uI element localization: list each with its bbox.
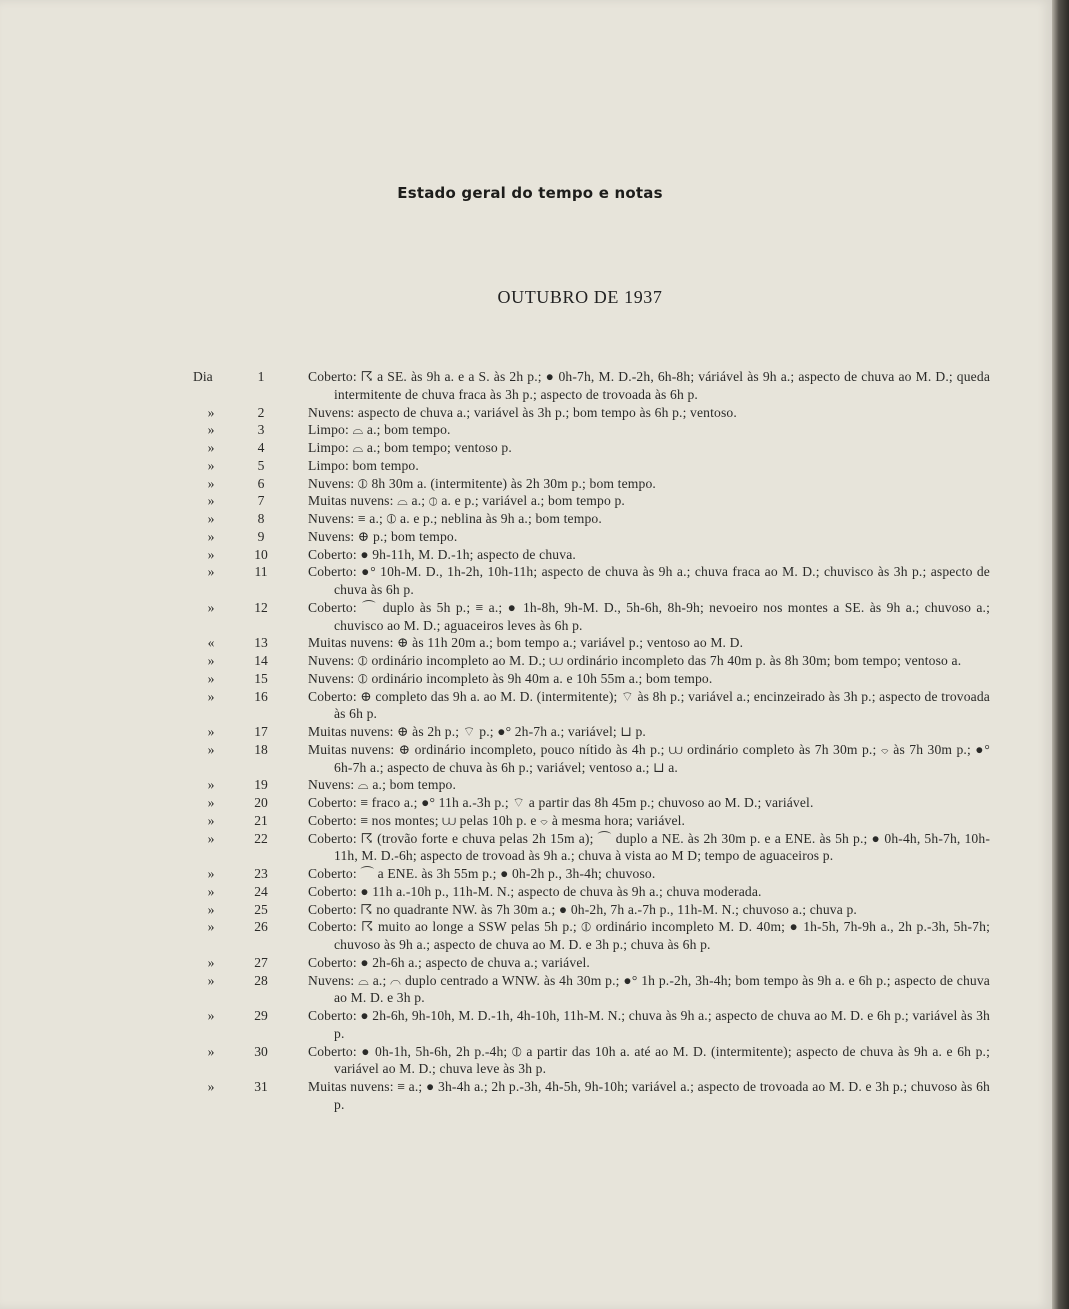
ditto-mark: » <box>207 493 215 509</box>
ditto-mark: » <box>207 546 215 562</box>
ditto-mark: » <box>207 901 215 917</box>
day-entry <box>0 368 1052 404</box>
ditto-mark: » <box>207 457 215 473</box>
day-number: 13 <box>254 635 268 651</box>
day-number: 16 <box>254 688 268 704</box>
day-description: Nuvens: ⊕ p.; bom tempo. <box>308 528 458 544</box>
day-number: 8 <box>257 511 265 526</box>
ditto-mark: » <box>207 866 215 881</box>
day-entry <box>0 634 1052 652</box>
day-number: 5 <box>257 457 265 473</box>
day-entry <box>0 492 1052 510</box>
day-entry <box>0 652 1052 670</box>
ditto-mark: » <box>207 670 215 686</box>
day-entry <box>0 528 1052 546</box>
ditto-mark: » <box>207 440 215 455</box>
ditto-mark: » <box>207 404 215 420</box>
day-description: Coberto: ☈ muito ao longe a SSW pelas 5h p.; ⦶ ordinário incompleto M. D. 40m; ● 1h-5h, 7h-9h a., 2h p.-3h, 5h-7h; chuvoso às 9h a.; aspecto de chuva ao M. D. e 3h p.; chuva às 6h p. <box>308 919 990 952</box>
day-number: 24 <box>254 883 268 899</box>
day-entry <box>0 439 1052 457</box>
day-number: 4 <box>257 440 265 455</box>
day-number: 18 <box>254 741 268 757</box>
page-title: Estado geral do tempo e notas <box>397 184 663 202</box>
ditto-mark: » <box>207 1043 215 1059</box>
ditto-mark: » <box>207 564 215 580</box>
day-description: Coberto: ⌒ a ENE. às 3h 55m p.; ● 0h-2h p., 3h-4h; chuvoso. <box>308 866 656 881</box>
month-heading: OUTUBRO DE 1937 <box>497 287 663 307</box>
day-entry <box>0 421 1052 439</box>
day-number: 19 <box>254 777 268 793</box>
day-description: Coberto: ≡ fraco a.; ●° 11h a.-3h p.; ⌔ a partir das 8h 45m p.; chuvoso ao M. D.; variável. <box>308 795 814 810</box>
day-description: Coberto: ⌒ duplo às 5h p.; ≡ a.; ● 1h-8h, 9h-M. D., 5h-6h, 8h-9h; nevoeiro nos montes a SE. às 9h a.; chuvoso a.; chuvisco ao M. D.; aguaceiros leves às 6h p. <box>308 599 990 633</box>
day-number: 17 <box>254 724 268 739</box>
ditto-mark: « <box>207 635 215 651</box>
ditto-mark: » <box>207 422 215 438</box>
day-description: Coberto: ≡ nos montes; ⩊ pelas 10h p. e ⌔ à mesma hora; variável. <box>308 812 686 828</box>
day-description: Muitas nuvens: ⊕ ordinário incompleto, pouco nítido às 4h p.; ⩊ ordinário completo às 7h 30m p.; ⌔ às 7h 30m p.; ●° 6h-7h a.; aspecto de chuva às 6h p.; variável; ventoso a.; ⊔ a. <box>308 741 990 775</box>
day-number: 7 <box>257 493 265 509</box>
day-description: Coberto: ⊕ completo das 9h a. ao M. D. (intermitente); ⌔ às 8h p.; variável a.; encinzeirado às 3h p.; aspecto de trovoada às 6h p. <box>308 688 990 722</box>
day-description: Coberto: ● 9h-11h, M. D.-1h; aspecto de chuva. <box>308 546 576 562</box>
ditto-mark: » <box>207 1079 215 1094</box>
ditto-mark: » <box>207 795 215 810</box>
ditto-mark: » <box>207 653 215 668</box>
day-number: 26 <box>254 919 268 935</box>
ditto-mark: » <box>207 599 215 615</box>
day-entry <box>0 599 1052 635</box>
day-number: 11 <box>254 564 268 580</box>
ditto-mark: » <box>207 972 215 988</box>
day-number: 12 <box>254 599 268 615</box>
day-description: Coberto: ● 11h a.-10h p., 11h-M. N.; aspecto de chuva às 9h a.; chuva moderada. <box>308 883 762 899</box>
day-number: 2 <box>257 404 265 420</box>
day-entry <box>0 972 1052 1008</box>
day-number: 1 <box>257 369 265 384</box>
ditto-mark: » <box>207 511 215 526</box>
day-number: 25 <box>254 901 268 917</box>
ditto-mark: » <box>207 919 215 935</box>
day-description: Nuvens: ≡ a.; ⦶ a. e p.; neblina às 9h a.; bom tempo. <box>308 511 602 526</box>
day-label: Dia <box>193 369 213 384</box>
day-entry <box>0 1007 1052 1043</box>
ditto-mark: » <box>207 812 215 828</box>
day-entry <box>0 404 1052 422</box>
day-entry <box>0 830 1052 866</box>
day-entry <box>0 812 1052 830</box>
day-description: Nuvens: ⌓ a.; bom tempo. <box>308 777 457 793</box>
day-number: 28 <box>254 972 268 988</box>
day-number: 9 <box>257 528 265 544</box>
day-entry <box>0 475 1052 493</box>
day-description: Coberto: ☈ (trovão forte e chuva pelas 2h 15m a); ⌒ duplo a NE. às 2h 30m p. e a ENE. às 5h p.; ● 0h-4h, 5h-7h, 10h-11h, M. D.-6h; aspecto de trovoad às 9h a.; chuva à vista ao M D; tempo de aguaceiros p. <box>308 830 990 864</box>
day-description: Limpo: ⌓ a.; bom tempo; ventoso p. <box>308 440 512 455</box>
ditto-mark: » <box>207 528 215 544</box>
day-entry <box>0 741 1052 777</box>
day-number: 31 <box>254 1079 268 1094</box>
ditto-mark: » <box>207 954 215 970</box>
day-number: 22 <box>254 830 268 846</box>
day-description: Nuvens: ⦶ 8h 30m a. (intermitente) às 2h 30m p.; bom tempo. <box>308 475 656 491</box>
day-entry <box>0 883 1052 901</box>
day-entry <box>0 723 1052 741</box>
day-number: 21 <box>254 812 268 828</box>
day-entry <box>0 563 1052 599</box>
day-description: Nuvens: ⦶ ordinário incompleto ao M. D.; ⩊ ordinário incompleto das 7h 40m p. às 8h 30m; bom tempo; ventoso a. <box>308 653 962 668</box>
day-entry <box>0 776 1052 794</box>
day-entry <box>0 954 1052 972</box>
ditto-mark: » <box>207 688 215 704</box>
ditto-mark: » <box>207 724 215 739</box>
day-number: 29 <box>254 1008 268 1023</box>
day-description: Muitas nuvens: ⊕ às 2h p.; ⌔ p.; ●° 2h-7h a.; variável; ⊔ p. <box>308 724 646 739</box>
ditto-mark: » <box>207 883 215 899</box>
day-entry <box>0 794 1052 812</box>
day-description: Coberto: ☈ no quadrante NW. às 7h 30m a.; ● 0h-2h, 7h a.-7h p., 11h-M. N.; chuvoso a.; chuva p. <box>308 901 857 917</box>
book-binding-edge <box>1052 0 1069 1309</box>
day-number: 6 <box>257 475 265 491</box>
day-description: Muitas nuvens: ⌓ a.; ⦶ a. e p.; variável a.; bom tempo p. <box>308 493 625 509</box>
day-number: 27 <box>254 954 268 970</box>
day-description: Coberto: ● 2h-6h, 9h-10h, M. D.-1h, 4h-10h, 11h-M. N.; chuva às 9h a.; aspecto de chuva ao M. D. e 6h p.; variável às 3h p. <box>308 1008 990 1041</box>
day-entry <box>0 546 1052 564</box>
weather-entries <box>0 368 1052 1114</box>
ditto-mark: » <box>207 1008 215 1023</box>
day-description: Limpo: bom tempo. <box>308 457 419 473</box>
day-entry <box>0 1043 1052 1079</box>
day-entry <box>0 918 1052 954</box>
day-description: Nuvens: aspecto de chuva a.; variável às 3h p.; bom tempo às 6h p.; ventoso. <box>308 404 737 420</box>
day-description: Nuvens: ⌓ a.; ⌒ duplo centrado a WNW. às 4h 30m p.; ●° 1h p.-2h, 3h-4h; bom tempo às 9h a. e 6h p.; aspecto de chuva ao M. D. e 3h p. <box>308 972 990 1006</box>
day-entry <box>0 1078 1052 1114</box>
day-number: 30 <box>254 1043 268 1059</box>
ditto-mark: » <box>207 830 215 846</box>
day-description: Limpo: ⌓ a.; bom tempo. <box>308 422 451 438</box>
day-number: 14 <box>254 653 268 668</box>
day-description: Coberto: ● 2h-6h a.; aspecto de chuva a.; variável. <box>308 954 590 970</box>
day-number: 15 <box>254 670 268 686</box>
day-description: Muitas nuvens: ⊕ às 11h 20m a.; bom tempo a.; variável p.; ventoso ao M. D. <box>308 635 744 651</box>
day-number: 10 <box>254 546 268 562</box>
day-entry <box>0 670 1052 688</box>
day-entry <box>0 865 1052 883</box>
day-entry <box>0 457 1052 475</box>
day-number: 3 <box>257 422 265 438</box>
day-description: Muitas nuvens: ≡ a.; ● 3h-4h a.; 2h p.-3h, 4h-5h, 9h-10h; variável a.; aspecto de trovoada ao M. D. e 3h p.; chuvoso às 6h p. <box>308 1079 990 1112</box>
day-description: Coberto: ☈ a SE. às 9h a. e a S. às 2h p.; ● 0h-7h, M. D.-2h, 6h-8h; váriável às 9h a.; aspecto de chuva ao M. D.; queda intermitente de chuva fraca às 3h p.; aspecto de trovoada às 6h p. <box>308 369 990 402</box>
day-entry <box>0 510 1052 528</box>
day-entry <box>0 688 1052 724</box>
day-number: 20 <box>254 795 268 810</box>
day-entry <box>0 901 1052 919</box>
ditto-mark: » <box>207 777 215 793</box>
ditto-mark: » <box>207 475 215 491</box>
day-description: Nuvens: ⦶ ordinário incompleto às 9h 40m a. e 10h 55m a.; bom tempo. <box>308 670 713 686</box>
day-description: Coberto: ●° 10h-M. D., 1h-2h, 10h-11h; aspecto de chuva às 9h a.; chuva fraca ao M. D.; chuvisco às 3h p.; aspecto de chuva às 6h p. <box>308 564 990 597</box>
day-description: Coberto: ● 0h-1h, 5h-6h, 2h p.-4h; ⦶ a partir das 10h a. até ao M. D. (intermitente); aspecto de chuva às 9h a. e 6h p.; variável ao M. D.; chuva leve às 3h p. <box>308 1043 990 1077</box>
day-number: 23 <box>254 866 268 881</box>
ditto-mark: » <box>207 741 215 757</box>
